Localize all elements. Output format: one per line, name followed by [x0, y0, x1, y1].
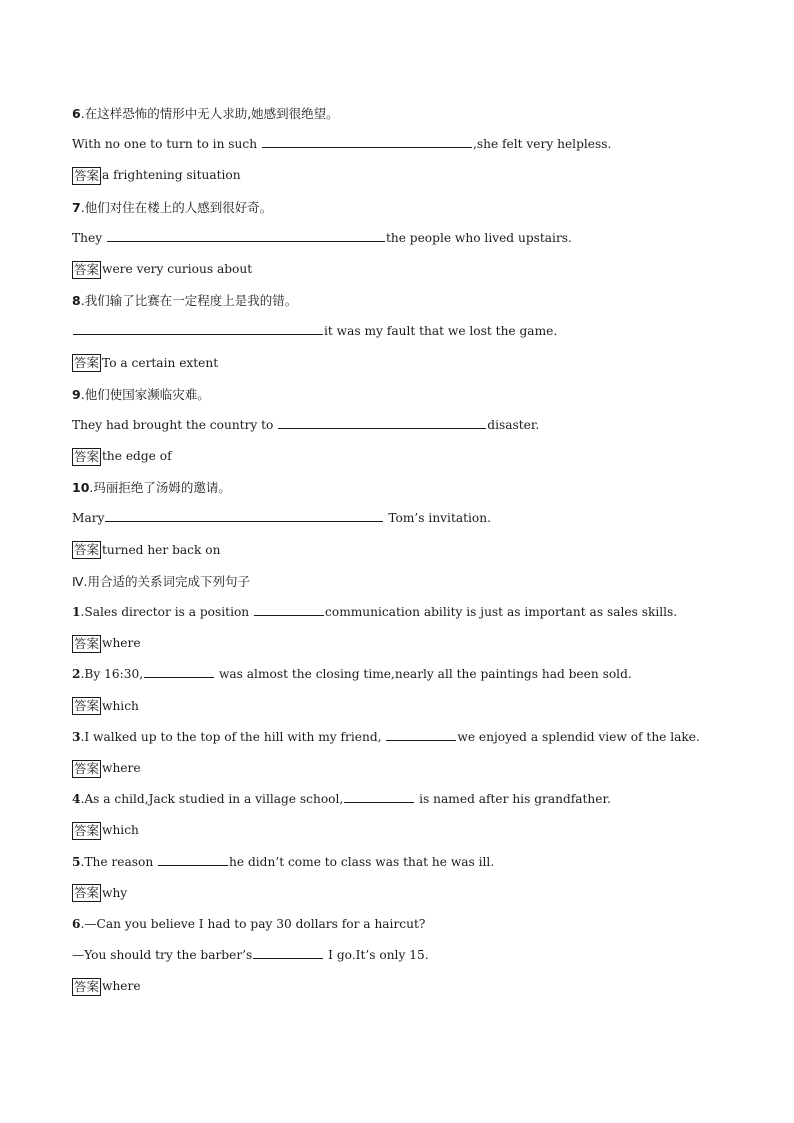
question-text: 在这样恐怖的情形中无人求助,她感到很绝望。 [84, 106, 339, 121]
part4-question-5: 5.The reason he didn’t come to class was that he was ill. [72, 854, 495, 869]
question-7-sentence [72, 223, 722, 254]
answer-text: which [102, 823, 139, 838]
answer-text: where [102, 760, 141, 775]
question-8-prompt: 8.我们输了比赛在一定程度上是我的错。 [72, 293, 298, 309]
sentence-start: They [72, 230, 106, 245]
answer-text: turned her back on [102, 542, 221, 557]
part4-question-1: 1.Sales director is a position communication ability is just as important as sales skills. [72, 605, 678, 619]
question-9-prompt: 9.他们使国家濒临灾难。 [72, 386, 210, 402]
question-10-prompt: 10.玛丽拒绝了汤姆的邀请。 [72, 480, 231, 496]
question-number: 9 [72, 386, 81, 402]
sentence-end: he didn’t come to class was that he was ill. [229, 854, 495, 869]
answer-badge: 答案 [74, 698, 100, 714]
sentence-start: As a child,Jack studied in a village school, [84, 792, 344, 807]
section-heading: Ⅳ.用合适的关系词完成下列句子 [72, 573, 251, 589]
sentence-end: disaster. [487, 417, 540, 432]
fill-in-blank[interactable] [107, 229, 385, 242]
sentence-start: By 16:30, [84, 667, 144, 682]
part4-question-3: 3.I walked up to the top of the hill with my friend, we enjoyed a splendid view of the lake. [72, 729, 700, 744]
answer-text: where [102, 636, 141, 651]
answer-text: where [102, 979, 141, 994]
sentence-start: With no one to turn to in such [72, 137, 261, 152]
sentence-start: Sales director is a position [84, 605, 254, 619]
fill-in-blank[interactable] [105, 509, 383, 522]
answer-row [72, 535, 722, 566]
answer-row [72, 691, 722, 722]
answer-row [72, 441, 722, 472]
question-8-sentence [72, 316, 722, 347]
sentence-end: the people who lived upstairs. [385, 230, 572, 245]
question-6-prompt: 6.在这样恐怖的情形中无人求助,她感到很绝望。 [72, 106, 339, 121]
question-number: 2 [72, 667, 81, 682]
fill-in-blank[interactable] [262, 135, 472, 148]
part4-question-6-line2 [72, 940, 722, 971]
question-text: 我们输了比赛在一定程度上是我的错。 [84, 293, 298, 309]
fill-in-blank[interactable] [73, 322, 323, 335]
question-7-prompt: 7.他们对住在楼上的人感到很好奇。 [72, 199, 273, 215]
question-9-sentence [72, 410, 722, 441]
fill-in-blank[interactable] [144, 665, 214, 678]
question-number: 1 [72, 605, 81, 619]
fill-in-blank[interactable] [158, 853, 228, 866]
question-text: 他们对住在楼上的人感到很好奇。 [84, 199, 273, 215]
answer-row [72, 753, 722, 784]
answer-row [72, 160, 722, 191]
answer-text: the edge of [102, 449, 172, 464]
answer-row [72, 878, 722, 909]
answer-text: were very curious about [102, 261, 253, 276]
answer-text: which [102, 698, 139, 713]
answer-badge: 答案 [74, 760, 100, 776]
fill-in-blank[interactable] [278, 416, 486, 429]
question-text: 他们使国家濒临灾难。 [84, 386, 210, 402]
sentence-end: ,she felt very helpless. [472, 137, 612, 152]
answer-row [72, 628, 722, 659]
fill-in-blank[interactable] [386, 728, 456, 741]
sentence-start: They had brought the country to [72, 417, 278, 432]
answer-badge: 答案 [74, 822, 100, 838]
question-number: 5 [72, 854, 81, 869]
part4-question-6-line1: 6.—Can you believe I had to pay 30 dollars for a haircut? [72, 916, 426, 931]
sentence-start: —You should try the barber’s [72, 948, 253, 963]
question-number: 3 [72, 729, 81, 744]
sentence-end: communication ability is just as important as sales skills. [325, 605, 678, 619]
answer-row [72, 254, 722, 285]
question-number: 8 [72, 293, 81, 309]
sentence-end: was almost the closing time,nearly all the paintings had been sold. [215, 667, 632, 682]
answer-text: why [102, 885, 128, 900]
question-number: 4 [72, 792, 81, 807]
answer-badge: 答案 [74, 542, 100, 558]
sentence-end: it was my fault that we lost the game. [324, 324, 558, 339]
sentence-end: is named after his grandfather. [415, 792, 611, 807]
question-number: 10 [72, 480, 90, 496]
dialogue-line: —Can you believe I had to pay 30 dollars for a haircut? [84, 916, 426, 931]
answer-badge: 答案 [74, 635, 100, 651]
question-number: 7 [72, 199, 81, 215]
answer-badge: 答案 [74, 448, 100, 464]
sentence-start: I walked up to the top of the hill with my friend, [84, 729, 386, 744]
answer-badge: 答案 [74, 355, 100, 371]
question-number: 6 [72, 916, 81, 931]
question-number: 6 [72, 106, 81, 121]
part4-question-4: 4.As a child,Jack studied in a village school, is named after his grandfather. [72, 792, 611, 807]
worksheet [72, 98, 722, 1002]
question-10-sentence [72, 503, 722, 534]
sentence-end: I go.It’s only 15. [324, 948, 429, 963]
answer-badge: 答案 [74, 167, 100, 183]
answer-badge: 答案 [74, 885, 100, 901]
answer-badge: 答案 [74, 978, 100, 994]
fill-in-blank[interactable] [344, 790, 414, 803]
answer-badge: 答案 [74, 261, 100, 277]
answer-text: a frightening situation [102, 168, 241, 183]
sentence-start: Mary [72, 511, 105, 526]
answer-row [72, 348, 722, 379]
question-text: 玛丽拒绝了汤姆的邀请。 [93, 480, 231, 496]
answer-row [72, 971, 722, 1002]
sentence-end: we enjoyed a splendid view of the lake. [457, 729, 700, 744]
fill-in-blank[interactable] [254, 603, 324, 616]
answer-row [72, 815, 722, 846]
fill-in-blank[interactable] [253, 946, 323, 959]
sentence-start: The reason [84, 854, 158, 869]
question-6-sentence [72, 129, 722, 160]
sentence-end: Tom’s invitation. [384, 511, 491, 526]
part4-question-2: 2.By 16:30, was almost the closing time,nearly all the paintings had been sold. [72, 667, 632, 682]
answer-text: To a certain extent [102, 355, 219, 370]
